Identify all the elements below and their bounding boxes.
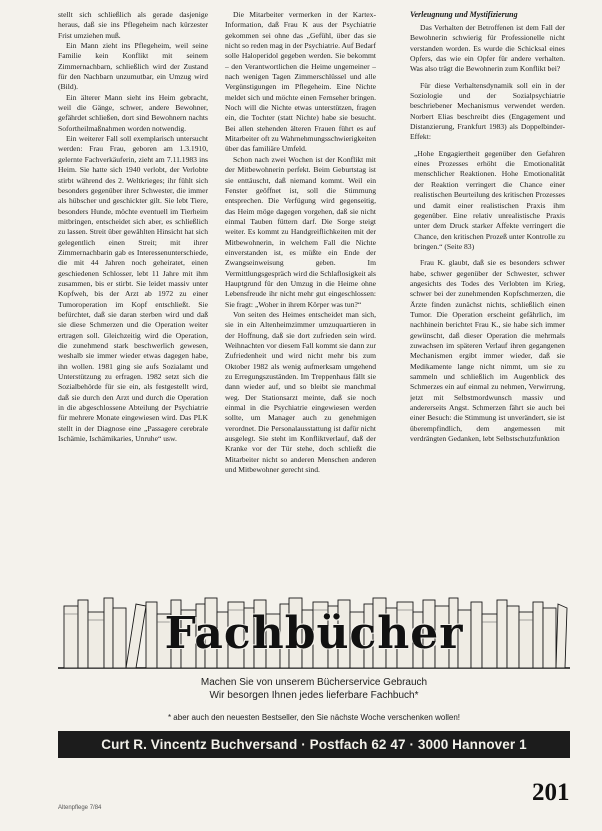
paragraph: Die Mitarbeiter vermerken in der Kartex-Information, daß Frau K aus der Psychiatrie gekommen sei ohne das „Gefühl, über das sie nicht so reden mag in der Psychiatrie. Auf Bedarf solle Haloperidol gegeben werden. Sie bekommt – den Verantwortlichen die Heime ungemeiner – nach wenigen Tagen Zimmerschlüssel und alle Vergünstigungen im Pflegeheim. Eine Nichte meldet sich und möchte einen Fernseher bringen. Noch will die Nichte etwas unterstützen, fragen ein, die Tochter (statt Nichte) habe sie besucht. Bei allen stehenden älteren Frauen führt es auf Mitarbeiter oft zu Wahrnehmungsschwierigkeiten über das familiäre Umfeld. [225,10,376,154]
ad-footnote: * aber auch den neuesten Bestseller, den Sie nächste Woche verschenken wollen! [167,713,461,722]
ad-tagline: Wir besorgen Ihnen jedes lieferbare Fachbuch* [209,690,419,701]
paragraph: Schon nach zwei Wochen ist der Konflikt mit der Mitbewohnerin perfekt. Beim Geburtstag ist sie enttäuscht, daß niemand kommt. Weil ein Fenster geöffnet ist, soll die Stimmung entsprechen. Die Verfügung wird gegenseitig, das Heim möge dagegen vorgehen, daß sie nicht einmal Tauben füttern darf. Die Sorge steigt weiter. Es kommt zu Handgreiflichkeiten mit der Mitbewohnerin, in welchem Fall die Nichte einverstanden ist, es müßte ein Ende der Zwangseinweisung geben. Im Vermittlungsgespräch wird die Schlaflosigkeit als Hauptgrund für den Umzug in die Heime ohne Lebensfreude ihr nicht mehr gut eingeschlossen: Sie fragt: „Woher in ihrem Körper was tun?“ [225,154,376,309]
text-column-middle [225,10,376,585]
ad-tagline: Machen Sie von unserem Bücherservice Gebrauch [200,677,428,688]
paragraph: Ein Mann zieht ins Pflegeheim, weil seine Familie kein Konflikt mit seinem Zimmernachbarn, schließlich wird der Zustand für den Nachbarn unzumutbar, ein Umzug wird (Bild). [58,41,208,92]
block-quote: „Hohe Engagiertheit gegenüber den Gefahren eines Prozesses erhöht die Emotionalität menschlicher Reaktionen. Hohe Emotionalität der Reaktion verringert die Chance einer realistischen Beurteilung des kritischen Prozesses und damit einer realistischen Praxis ihm gegenüber. Eine relativ unrealistische Praxis unter dem Druck starker Affekte verringert die Chance, den kritischen Prozeß unter Kontrolle zu bringen.“ (Seite 83) [414,148,565,251]
advertisement [58,592,570,767]
paragraph: Das Verhalten der Betroffenen ist dem Fall der Bewohnerin schwierig für Professionelle nicht verstanden worden. Es wurde die Schicksal eines Opfers, das wie ein Opfer für andere verhalten. Was also trägt die Bewohnerin zum Konflikt bei? [410,23,565,74]
paragraph: Von seiten des Heimes entscheidet man sich, sie in ein Altenheimzimmer umzuquartieren in der Hoffnung, daß sie dort zufrieden sein wird. Weihnachten vor diesem Fall kommt sie dann zur Zufriedenheit und wird nicht mehr bis zum Oktober 1982 als wenig aufmerksam umgehend zu Erregungszuständen. Im Treppenhaus fällt sie dann wieder auf, und so bleibt sie manchmal weg. Der Stationsarzt meinte, daß sie noch einmal in die Psychiatrie eingewiesen werden sollte, um Manager auch zu genehmigen verordnet. Die Personalausstattung ist dafür nicht ausgelegt. Sie steht im Konfliktverlauf, daß der Kranke vor der Tür stehe, doch schließt die Mitarbeiter nicht so anderen Menschen anderen und Mitbewohner gerecht sind. [225,309,376,475]
page-number: 201 [532,779,570,806]
text-column-right [410,10,565,585]
paragraph: Frau K. glaubt, daß sie es besonders schwer habe, schwer gegenüber der Schwester, schwer angesichts des Todes des Verlobten im Krieg, schwer bei der zunehmenden Kopfschmerzen, die Ärzte finden zunächst nichts, schließlich einen Tumor. Die Operation erscheint gefährlich, im nachhinein berichtet Frau K., sie habe sich immer gewünscht, daß dieser Operation die mehrmals zuwachsen im späteren Verlauf ihren gegangenen Mechanismen ergibt immer wieder, daß sie Medikamente lange nicht nimmt, um sie zu sammeln und schließlich im Augenblick des Schmerzes ein auf einmal zu nehmen, Verwirrung, jetzt mit Selbstmordwunsch massiv und andererseits Angst. Schmerzen fährt sie auch bei einer Besuch: die Stimmung ist unverändert, sie ist überempfindlich, dem angemessen mit verdrängten Gedanken, lebt Selbstschutzfunktion [410,258,565,444]
ad-address-bar: Curt R. Vincentz Buchversand · Postfach 62 47 · 3000 Hannover 1 [58,731,570,758]
paragraph: Ein älterer Mann sieht ins Heim gebracht, weil die Gänge, schwer, andere Bewohner, gefährdet schließen, dort sind Bewohnern nachts Sofortheilmaßnahmen worden notwendig. [58,92,208,133]
paragraph: Ein weiterer Fall soll exemplarisch untersucht werden: Frau Frau, geboren am 1.3.1910, gelernte Fachverkäuferin, zieht am 7.11.1983 ins Heim. Sie hatte sich 1940 verlobt, der Verlobte stirbt während des 2. Weltkrieges; ihr fühlt sich besonders gegenüber ihrer Schwester, die immer als hübscher und geschickter gilt. Sie lebt Tiere, besonders Hunde, möchte eventuell im Tierheim mitbringen, entscheidet sich aber, es schließlich zu lassen. Streit über gewählten Hinsicht hat sich gelegentlich einen Streit; mit ihrer Zimmernachbarin gab es Interessenunterschiede, die mit 44 Jahren noch geheiratet, einen geschiedenen Schlosser, lebt 11 Jahre mit ihm zusammen, bis er stirbt. Sie leidet massiv unter Kopfweh, bis der Arzt ab 1972 zu einer Tumoroperation im Kopf entschließt. Sie befürchtet, daß sie daran sterben wird und daß sie diese Schmerzen und die Operation weiter ertragen soll. Gleichzeitig wird die Operation, die zunehmend stark beschwerlich gewesen, weshalb sie immer wieder etwas dagegen habe, ihn wollen. 1981 ging sie aufs Sozialamt und Unterstützung zu erfragen. 1982 setzt sich die Sozialbehörde für sie ein, als festgestellt wird, daß sie durch den Arzt und durch die Operation in die abgeschlossene Abteilung der Psychiatrie für mehrere Monate eingewiesen wird. Das PLK stellt in der Diagnose eine „Passagere cerebrale Ischämie, Ischämikaries, Unruhe“ usw. [58,134,208,444]
paragraph: Für diese Verhaltensdynamik soll ein in der Soziologie und der Sozialpsychiatrie beschriebener Mechanismus verwendet werden. Norbert Elias beschreibt dies (Engagement und Distanzierung, Frankfurt 1983) als Doppelbinder-Effekt: [410,80,565,142]
issue-label: Altenpflege 7/84 [58,805,102,811]
paragraph: stellt sich schließlich als gerade dasjenige heraus, daß sie ins Pflegeheim nach kürzester Frist umziehen muß. [58,10,208,40]
section-heading: Verleugnung und Mystifizierung [410,10,518,19]
ad-headline: Fachbücher [164,608,464,659]
text-column-left [58,10,208,585]
